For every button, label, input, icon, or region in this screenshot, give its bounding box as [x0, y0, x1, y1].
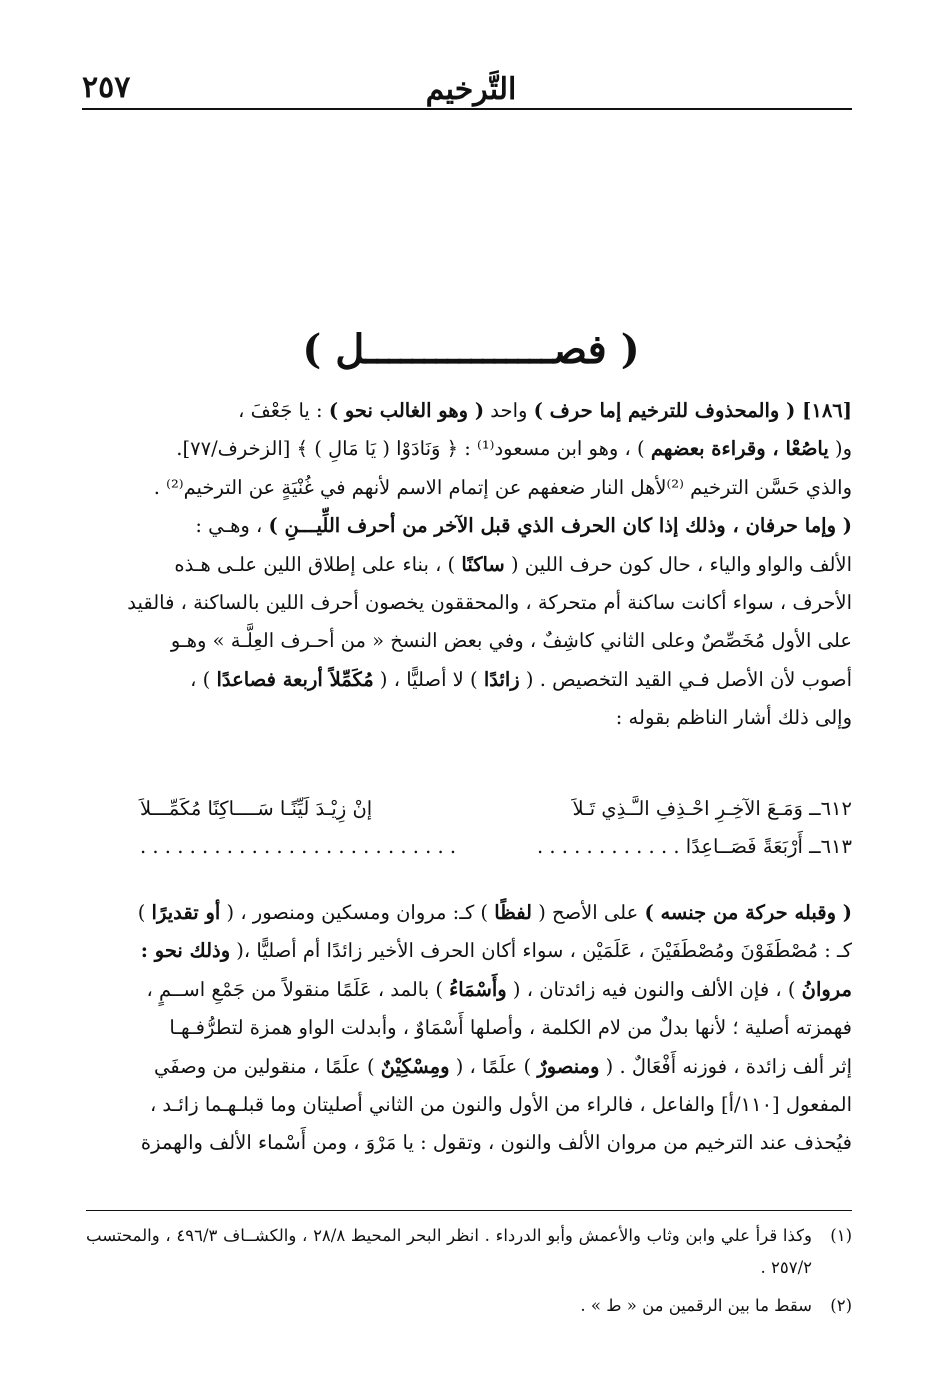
text-line: [86, 430, 852, 468]
header-rule: [82, 108, 852, 110]
footnote-mark: (١): [830, 1226, 852, 1245]
text-segment: ) بالمد ، عَلَمًا منقولاً من جَمْعِ اســمٍ ،: [146, 977, 450, 1001]
section-title: ( فصــــــــــــــــل ): [302, 326, 640, 373]
text-segment: على الأصح (: [532, 901, 645, 924]
footnote-2: [86, 1290, 852, 1322]
text-line: [86, 546, 852, 584]
footnotes: [86, 1220, 852, 1322]
text-line: [86, 392, 852, 430]
text-segment: على الأول مُخَصِّصٌ وعلى الثاني كاشِفٌ ، وفي بعض النسخ « من أحـرف العِلَّـة » وهـو: [170, 629, 852, 653]
footnote-1: [86, 1220, 852, 1284]
text-segment: ) ،: [190, 667, 217, 691]
text-segment: الألف والواو والياء ، حال كون حرف اللين (: [504, 552, 852, 576]
verse-first-hemistich: ٦١٢ــ وَمَـعَ الآخِـرِ احْـذِفِ الـَّـذِي تَـلاَ: [572, 797, 852, 820]
verse-second-hemistich: . . . . . . . . . . . . . . . . . . . . . . . . . .: [140, 835, 457, 858]
bold-segment: [١٨٦] ( والمحذوف للترخيم إما حرف ): [533, 399, 852, 422]
text-segment: وإلى ذلك أشار الناظم بقوله :: [615, 706, 852, 730]
text-line: [86, 971, 852, 1009]
text-segment: : يا جَعْفَ ،: [238, 399, 329, 422]
bold-segment: مروانُ: [801, 977, 852, 1001]
text-segment: كـ : مُصْطَفَوْنَ ومُصْطَفَيْنَ ، عَلَمَيْن ، سواء أكان الحرف الأخير زائدًا أم أصليًّا ،(: [230, 939, 852, 963]
text-segment: ) علَمًا ، منقولين من وصفَي: [154, 1054, 381, 1078]
verse-612: [140, 790, 852, 828]
text-line: [86, 932, 852, 970]
bold-segment: وذلك نحو :: [140, 939, 231, 963]
text-segment: أصوب لأن الأصل فـي القيد التخصيص . (: [519, 667, 852, 691]
bold-segment: ( وإما حرفان ، وذلك إذا كان الحرف الذي قبل الآخر من أحرف اللِّيـــنِ ): [268, 514, 852, 538]
text-line: [86, 507, 852, 545]
footnote-text: وكذا قرأ علي وابن وثاب والأعمش وأبو الدرداء . انظر البحر المحيط ٢٨/٨ ، والكشــاف ٤٩٦/٣ ، والمحتسب ٢٥٧/٢ .: [86, 1226, 812, 1277]
bold-segment: ومنصورٌ: [537, 1054, 600, 1078]
bold-segment: زائدًا: [483, 667, 520, 691]
bold-segment: ( وهو الغالب نحو ): [328, 399, 485, 422]
bold-segment: ( وقبله حركة من جنسه ): [644, 901, 852, 924]
text-segment: ) ، وهو ابن مسعود⁽¹⁾ : ﴿ وَنَادَوْا ( يَا مَالِ ) ﴾ [الزخرف/٧٧].: [176, 437, 651, 461]
body-text-upper: [86, 392, 852, 738]
bold-segment: ياصُعْا ، وقراءة بعضهم: [650, 437, 829, 461]
verse-613: [140, 828, 852, 866]
text-line: [86, 469, 852, 507]
text-segment: و(: [828, 437, 852, 461]
bold-segment: مُكَمِّلاً أربعة فصاعدًا: [216, 667, 374, 691]
text-segment: الأحرف ، سواء أكانت ساكنة أم متحركة ، والمحققون يخصون أحرف اللين بالساكنة ، فالقيد: [127, 591, 852, 615]
text-line: [86, 1009, 852, 1047]
text-segment: ) علَمًا ، (: [449, 1054, 538, 1078]
text-segment: ) ، بناء على إطلاق اللين علـى هـذه: [174, 552, 462, 576]
text-segment: ، وهـي :: [195, 514, 269, 538]
bold-segment: وأَسْمَاءُ: [449, 977, 507, 1001]
text-line: [86, 699, 852, 737]
text-segment: ) ، فإن الألف والنون فيه زائدتان ، (: [506, 977, 802, 1001]
verse-second-hemistich: إنْ زِيْـدَ لَيِّنًـا سَــــاكِنًا مُكَمِّـــلاَ: [140, 797, 373, 820]
text-segment: ) لا أصليًّا ، (: [373, 667, 484, 691]
running-header-title: التَّرخيم: [425, 72, 517, 107]
text-line: [86, 1124, 852, 1162]
text-segment: فيُحذف عند الترخيم من مروان الألف والنون ، وتقول : يا مَرْوَ ، ومن أَسْماء الألف والهمزة: [140, 1131, 852, 1155]
bold-segment: ساكنًا: [461, 552, 505, 576]
body-text-lower: [86, 894, 852, 1163]
footnote-text: سقط ما بين الرقمين من « ط » .: [580, 1296, 812, 1315]
verses-block: [140, 790, 852, 866]
text-segment: والذي حَسَّن الترخيم ⁽²⁾لأهل النار ضعفهم عن إتمام الاسم لأنهم في غُنْيَةٍ عن الترخيم⁽²⁾ .: [153, 475, 852, 499]
text-segment: واحد: [484, 399, 534, 422]
text-segment: إثر ألف زائدة ، فوزنه أَفْعَالٌ . (: [599, 1054, 852, 1078]
bold-segment: أو تقديرًا: [151, 901, 221, 924]
text-line: [86, 622, 852, 660]
text-line: [86, 1048, 852, 1086]
text-segment: ): [137, 901, 152, 924]
footnote-mark: (٢): [830, 1296, 852, 1315]
bold-segment: ومِسْكِيْنٌ: [380, 1054, 450, 1078]
footnote-rule: [86, 1210, 852, 1211]
text-segment: ) كـ: مروان ومسكين ومنصور ، (: [220, 901, 495, 924]
text-line: [86, 894, 852, 932]
text-line: [86, 1086, 852, 1124]
text-line: [86, 584, 852, 622]
text-segment: المفعول [١١٠/أ] والفاعل ، فالراء من الأول والنون من الثاني أصليتان وما قبلـهـما زائـد ،: [149, 1093, 852, 1117]
text-line: [86, 661, 852, 699]
verse-first-hemistich: ٦١٣ــ أَرْبَعَةً فَصَــاعِدًا . . . . . . . . . . . .: [536, 835, 852, 858]
bold-segment: لفظًا: [494, 901, 532, 924]
text-segment: فهمزته أصلية ؛ لأنها بدلٌ من لام الكلمة ، وأصلها أَسْمَاوٌ ، وأبدلت الواو همزة لتطرُّفـهـا: [169, 1016, 852, 1040]
page-number: ٢٥٧: [82, 70, 131, 105]
